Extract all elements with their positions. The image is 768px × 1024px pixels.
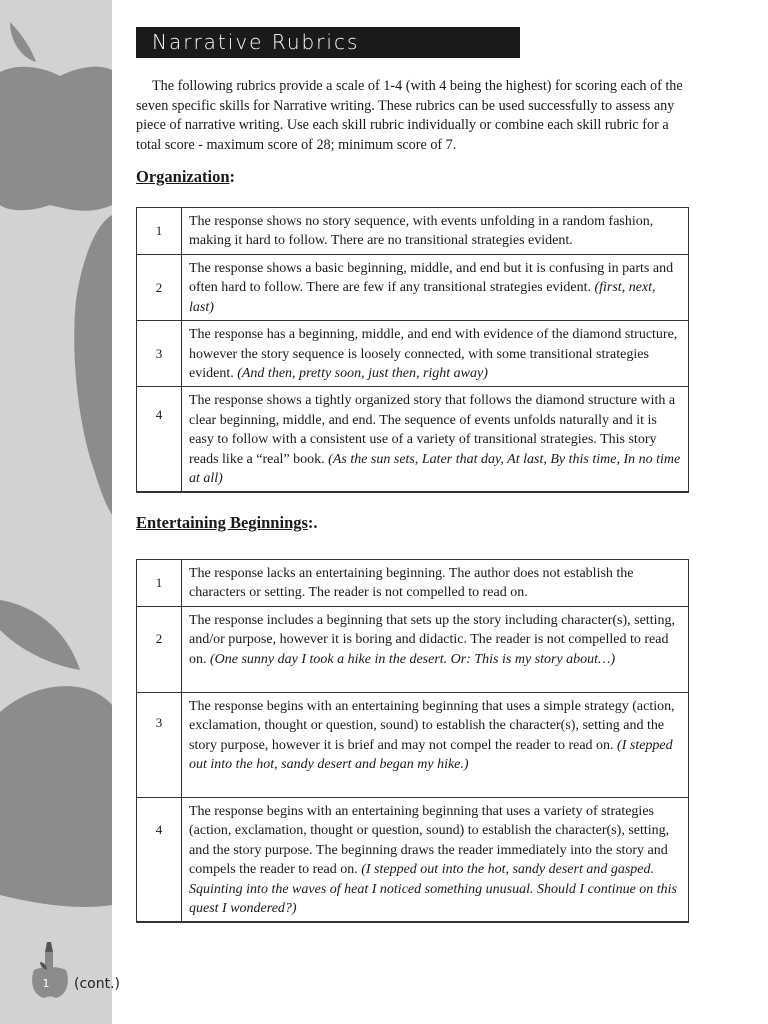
section-heading-entertaining-beginnings — [136, 513, 318, 533]
intro-paragraph: The following rubrics provide a scale of 1-4 (with 4 being the highest) for scoring each of the seven specific skills for Narrative writing. These rubrics can be used successfully to assess any piece of narrative writing. Use each skill rubric individually or combine each skill rubric for a total score - maximum score of 28; minimum score of 7. — [136, 78, 683, 153]
description-text: The response has a beginning, middle, and end with evidence of the diamond structure, however the story sequence is loosely connected, with some transitional strategies evident. — [189, 327, 678, 382]
example-text: (One sunny day I took a hike in the desert. Or: This is my story about…) — [210, 651, 616, 667]
apple-bottom-icon — [0, 686, 112, 907]
section-heading-text: Entertaining Beginnings — [136, 513, 308, 532]
example-text: (I stepped out into the hot, sandy desert and began my hike.) — [189, 737, 673, 773]
table-row — [137, 387, 689, 493]
rubric-table-organization — [136, 207, 689, 493]
description-cell — [182, 387, 689, 493]
example-text: (I stepped out into the hot, sandy desert and gasped. Squinting into the waves of heat I noticed something unusual. Should I continue on this quest I wondered?) — [189, 862, 678, 917]
leaf-lower-icon — [0, 600, 80, 670]
score-cell: 3 — [137, 693, 182, 798]
table-row — [137, 693, 689, 798]
description-text: The response begins with an entertaining beginning that uses a variety of strategies (action, exclamation, thought or question, sound) to establish the character(s), setting, and the story purpose. The beginning draws the reader immediately into the story and compels the reader to read on. — [189, 804, 670, 878]
table-row — [137, 798, 689, 923]
example-text: (first, next, last) — [189, 280, 656, 315]
score-cell: 1 — [137, 208, 182, 255]
page-title: Narrative Rubrics — [136, 27, 520, 58]
table-row — [137, 208, 689, 255]
decorative-sidebar — [0, 0, 112, 1024]
example-text: (As the sun sets, Later that day, At last, By this time, In no time at all) — [189, 451, 681, 487]
rubric-table-entertaining-beginnings — [136, 559, 689, 923]
description-cell — [182, 255, 689, 321]
section-heading-text: Organization — [136, 167, 230, 186]
score-cell: 4 — [137, 387, 182, 493]
description-text: The response lacks an entertaining beginning. The author does not establish the characters or setting. The reader is not compelled to read on. — [189, 566, 634, 601]
description-cell — [182, 798, 689, 923]
description-text: The response includes a beginning that sets up the story including character(s), setting, and/or purpose, however it is boring and didactic. The reader is not compelled to read on. — [189, 613, 675, 667]
section-heading-organization — [136, 167, 235, 187]
continued-label: (cont.) — [74, 976, 120, 992]
description-cell — [182, 321, 689, 387]
apple-top-icon — [0, 67, 112, 211]
description-text: The response begins with an entertaining beginning that uses a simple strategy (action, exclamation, thought or question, sound) to establish the character(s), setting and the story purpose, however it is brief and may not compel the reader to read on. — [189, 699, 675, 753]
description-cell — [182, 607, 689, 693]
score-cell: 2 — [137, 255, 182, 321]
table-row — [137, 560, 689, 607]
description-cell — [182, 560, 689, 607]
section-heading-suffix: :. — [307, 513, 318, 532]
score-cell: 3 — [137, 321, 182, 387]
description-text: The response shows a tightly organized story that follows the diamond structure with a clear beginning, middle, and end. The sequence of events unfolds naturally and it is easy to follow with a consistent use of a variety of transitional strategies. This story reads like a “real” book. — [189, 393, 676, 467]
apple-silhouette-icon — [0, 0, 112, 1024]
section-heading-suffix: : — [229, 167, 235, 186]
page-number: 1 — [42, 977, 50, 990]
table-row — [137, 321, 689, 387]
score-cell: 2 — [137, 607, 182, 693]
example-text: (And then, pretty soon, just then, right away) — [237, 366, 488, 382]
table-row — [137, 607, 689, 693]
description-cell — [182, 693, 689, 798]
apple-middle-icon — [74, 215, 112, 515]
description-text: The response shows no story sequence, with events unfolding in a random fashion, making it hard to follow. There are no transitional strategies evident. — [189, 214, 654, 249]
score-cell: 4 — [137, 798, 182, 923]
description-text: The response shows a basic beginning, middle, and end but it is confusing in parts and often hard to follow. There are few if any transitional strategies evident. — [189, 261, 674, 296]
description-cell — [182, 208, 689, 255]
score-cell: 1 — [137, 560, 182, 607]
table-row — [137, 255, 689, 321]
leaf-icon — [10, 22, 36, 62]
